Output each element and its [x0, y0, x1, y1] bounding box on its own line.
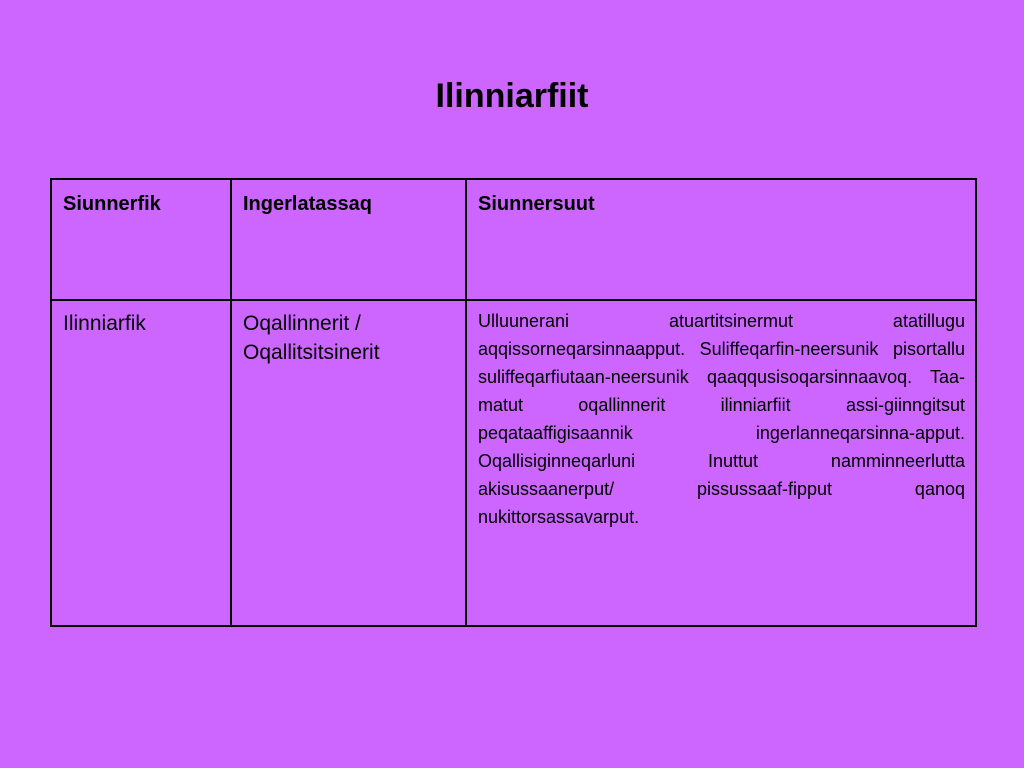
content-table	[50, 178, 977, 627]
table-row	[51, 300, 976, 626]
table-header-row	[51, 179, 976, 300]
cell-activity: Oqallinnerit / Oqallitsitsinerit	[231, 300, 466, 626]
page-title: Ilinniarfiit	[435, 77, 589, 115]
column-header-target: Siunnerfik	[51, 179, 231, 300]
cell-target: Ilinniarfik	[51, 300, 231, 626]
column-header-proposal: Siunnersuut	[466, 179, 976, 300]
cell-proposal: Ulluunerani atuartitsinermut atatillugu aqqissorneqarsinnaapput. Suliffeqarfin-neersunik pisortallu suliffeqarfiutaan-neersunik qaaqqusisoqarsinnaavoq. Taa-matut oqallinnerit ilinniarfiit assi-giinngitsut peqataaffigisaannik ingerlanneqarsinna-apput. Oqallisiginneqarluni Inuttut namminneerlutta akisussaanerput/ pissussaaf-fipput qanoq nukittorsassavarput.	[466, 300, 976, 626]
column-header-activity: Ingerlatassaq	[231, 179, 466, 300]
